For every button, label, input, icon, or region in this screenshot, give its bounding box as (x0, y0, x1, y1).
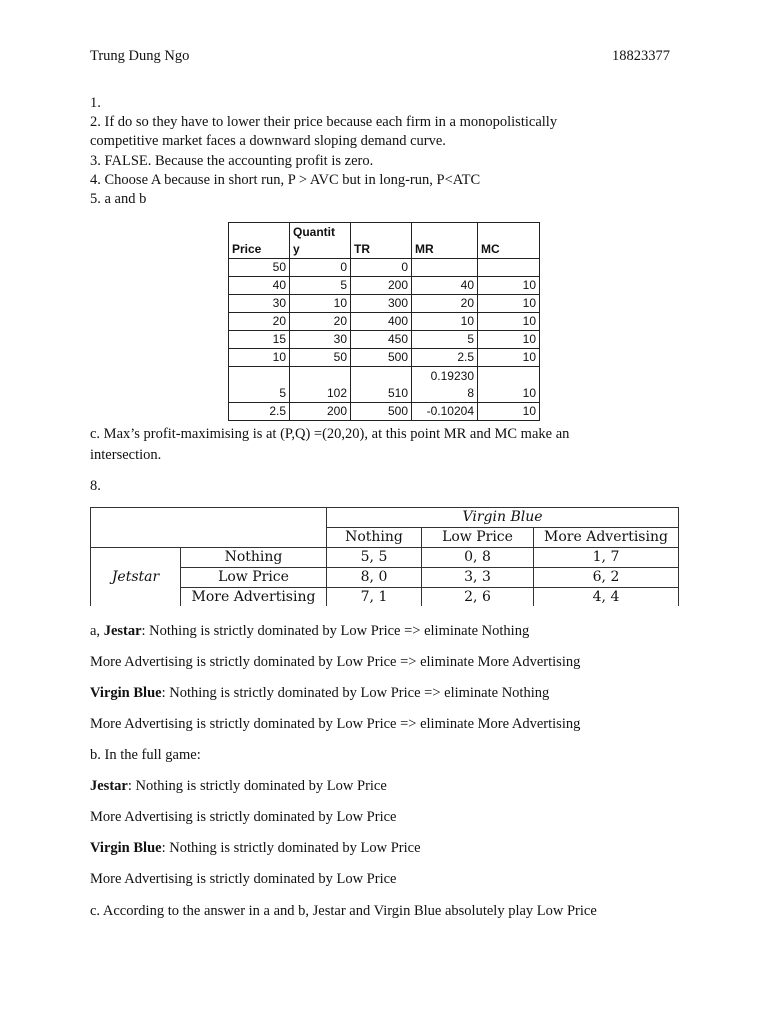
payoff-cell: 2, 6 (422, 588, 534, 608)
cell: 20 (412, 295, 478, 313)
cell: -0.10204 (412, 403, 478, 421)
col-strategy: More Advertising (534, 528, 679, 548)
cell: 5 (290, 277, 351, 295)
part-b-line-2: More Advertising is strictly dominated by Low Price (90, 809, 397, 825)
cell: 500 (351, 349, 412, 367)
jetstar-label: Jestar (90, 778, 128, 794)
virgin-blue-label: Virgin Blue (90, 685, 162, 701)
payoff-cell: 3, 3 (422, 568, 534, 588)
cell: 50 (290, 349, 351, 367)
part-a-line-1 (90, 622, 529, 641)
row-strategy: Low Price (181, 568, 327, 588)
cell: 10 (478, 295, 540, 313)
table-clip-mask (88, 606, 688, 614)
payoff-cell: 4, 4 (534, 588, 679, 608)
header-quantity: Quantit y (290, 223, 351, 259)
cell: 0 (290, 259, 351, 277)
payoff-cell: 1, 7 (534, 548, 679, 568)
cell (478, 259, 540, 277)
cell: 5 (412, 331, 478, 349)
cell: 10 (478, 349, 540, 367)
answer-2-line-1: 2. If do so they have to lower their price because each firm in a monopolistically (90, 114, 558, 130)
cell: 30 (229, 295, 290, 313)
row-player: Jetstar (91, 548, 181, 608)
part-a-line-2: More Advertising is strictly dominated by Low Price => eliminate More Advertising (90, 654, 581, 670)
table-row (229, 367, 540, 403)
jetstar-label: Jestar (103, 623, 142, 639)
part-c: c. According to the answer in a and b, Jestar and Virgin Blue absolutely play Low Price (90, 903, 597, 919)
part-b-intro: b. In the full game: (90, 747, 201, 763)
col-strategy: Nothing (327, 528, 422, 548)
cell: 300 (351, 295, 412, 313)
table-header-row (229, 223, 540, 259)
cell: 10 (478, 331, 540, 349)
cell: 20 (290, 313, 351, 331)
cell: 30 (290, 331, 351, 349)
matrix-corner (91, 508, 327, 548)
cell: 400 (351, 313, 412, 331)
table-row (229, 331, 540, 349)
row-strategy: Nothing (181, 548, 327, 568)
cell: 5 (229, 367, 290, 403)
cell: 510 (351, 367, 412, 403)
cell: 200 (351, 277, 412, 295)
answer-5: 5. a and b (90, 191, 147, 207)
payoff-matrix (90, 507, 679, 608)
cell: 10 (412, 313, 478, 331)
cell: 200 (290, 403, 351, 421)
cell: 10 (478, 277, 540, 295)
cell: 2.5 (412, 349, 478, 367)
table-row (229, 295, 540, 313)
part-a-line-4: More Advertising is strictly dominated by Low Price => eliminate More Advertising (90, 716, 581, 732)
header-price: Price (229, 223, 290, 259)
cell: 50 (229, 259, 290, 277)
answer-1: 1. (90, 95, 101, 111)
cell: 10 (229, 349, 290, 367)
matrix-title-row (91, 508, 679, 528)
part-b-line-4: More Advertising is strictly dominated by Low Price (90, 871, 397, 887)
part-b-line-3 (90, 839, 421, 858)
column-player: Virgin Blue (327, 508, 679, 528)
table-row (229, 277, 540, 295)
cell: 500 (351, 403, 412, 421)
part-a-prefix: a, (90, 623, 104, 639)
virgin-blue-label: Virgin Blue (90, 840, 162, 856)
cell: 0 (351, 259, 412, 277)
table-row (229, 349, 540, 367)
part-a-text: : Nothing is strictly dominated by Low Price => eliminate Nothing (141, 623, 530, 639)
cell: 10 (478, 403, 540, 421)
cell: 10 (290, 295, 351, 313)
student-id: 18823377 (612, 48, 670, 64)
header-mr: MR (412, 223, 478, 259)
answer-4: 4. Choose A because in short run, P > AVC but in long-run, P<ATC (90, 172, 481, 188)
monopoly-table (228, 222, 540, 421)
answer-3: 3. FALSE. Because the accounting profit is zero. (90, 153, 374, 169)
cell: 10 (478, 313, 540, 331)
cell: 40 (412, 277, 478, 295)
payoff-cell: 0, 8 (422, 548, 534, 568)
table-row (229, 313, 540, 331)
payoff-cell: 5, 5 (327, 548, 422, 568)
answer-5c-line-2: intersection. (90, 447, 162, 463)
answer-5c-line-1: c. Max’s profit-maximising is at (P,Q) =(20,20), at this point MR and MC make an (90, 426, 570, 442)
cell: 20 (229, 313, 290, 331)
matrix-row (91, 548, 679, 568)
part-b-text: : Nothing is strictly dominated by Low Price (127, 778, 387, 794)
payoff-cell: 7, 1 (327, 588, 422, 608)
cell (412, 259, 478, 277)
answer-8: 8. (90, 478, 101, 494)
table-row (229, 403, 540, 421)
row-strategy: More Advertising (181, 588, 327, 608)
header-tr: TR (351, 223, 412, 259)
cell: 2.5 (229, 403, 290, 421)
cell: 40 (229, 277, 290, 295)
payoff-cell: 6, 2 (534, 568, 679, 588)
cell: 10 (478, 367, 540, 403)
answer-2-line-2: competitive market faces a downward sloping demand curve. (90, 133, 446, 149)
col-strategy: Low Price (422, 528, 534, 548)
table-row (229, 259, 540, 277)
header-mc: MC (478, 223, 540, 259)
cell: 102 (290, 367, 351, 403)
cell: 15 (229, 331, 290, 349)
cell: 450 (351, 331, 412, 349)
part-b-text: : Nothing is strictly dominated by Low Price (161, 840, 421, 856)
part-a-line-3 (90, 684, 549, 703)
cell-mr-wrapped: 0.19230 8 (412, 367, 478, 403)
author-name: Trung Dung Ngo (90, 48, 190, 64)
part-a-text: : Nothing is strictly dominated by Low Price => eliminate Nothing (161, 685, 550, 701)
part-b-line-1 (90, 777, 387, 796)
payoff-cell: 8, 0 (327, 568, 422, 588)
